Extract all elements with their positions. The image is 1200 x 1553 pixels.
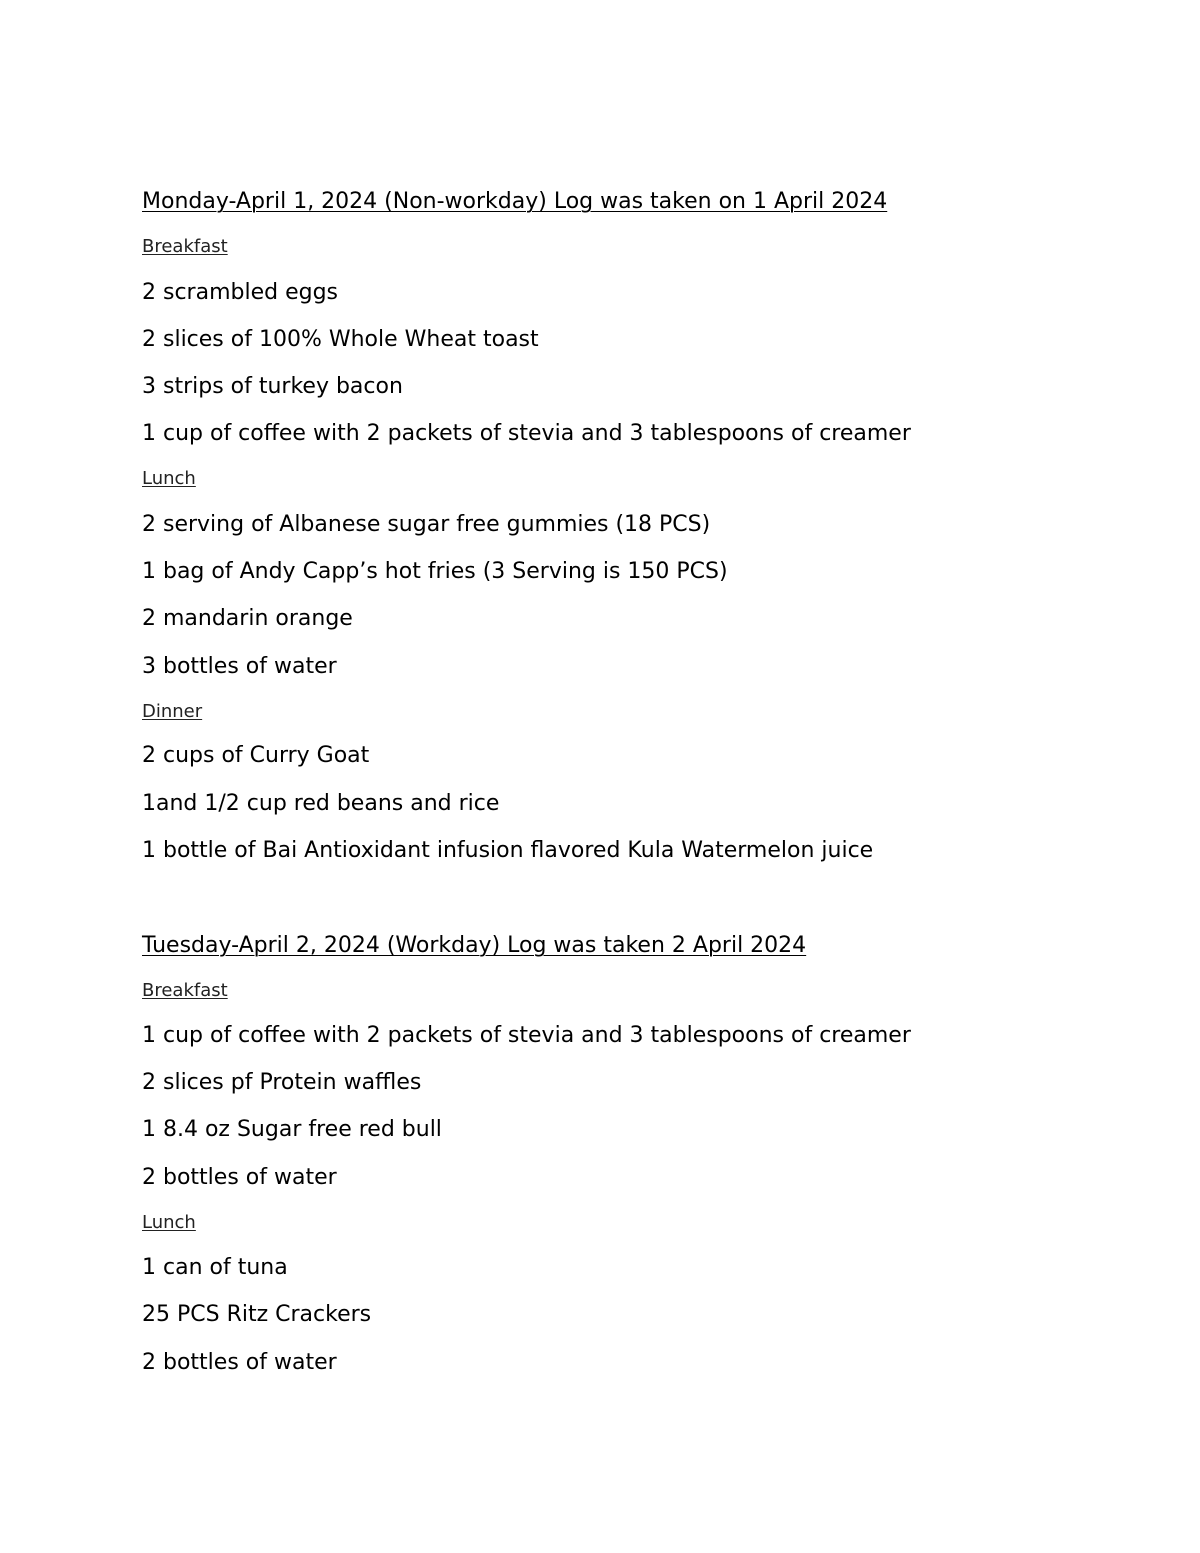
meal-label-breakfast: Breakfast (142, 236, 228, 257)
food-item: 1 bag of Andy Capp’s hot fries (3 Serving is 150 PCS) (142, 559, 728, 584)
food-item: 2 mandarin orange (142, 606, 353, 631)
food-item: 2 slices of 100% Whole Wheat toast (142, 327, 539, 352)
food-item: 25 PCS Ritz Crackers (142, 1302, 372, 1327)
food-item: 1 cup of coffee with 2 packets of stevia and 3 tablespoons of creamer (142, 421, 911, 446)
food-item: 3 bottles of water (142, 654, 337, 679)
food-item: 2 bottles of water (142, 1350, 337, 1375)
food-item: 1 can of tuna (142, 1255, 288, 1280)
food-item: 2 scrambled eggs (142, 280, 339, 305)
meal-label-lunch: Lunch (142, 468, 196, 489)
food-item: 2 cups of Curry Goat (142, 743, 370, 768)
day-heading-monday: Monday-April 1, 2024 (Non-workday) Log was taken on 1 April 2024 (142, 189, 888, 214)
food-item: 1 bottle of Bai Antioxidant infusion flavored Kula Watermelon juice (142, 838, 874, 863)
day-heading-tuesday: Tuesday-April 2, 2024 (Workday) Log was taken 2 April 2024 (142, 933, 807, 958)
food-item: 1and 1/2 cup red beans and rice (142, 791, 500, 816)
food-item: 1 cup of coffee with 2 packets of stevia and 3 tablespoons of creamer (142, 1023, 911, 1048)
meal-label-lunch: Lunch (142, 1212, 196, 1233)
food-item: 3 strips of turkey bacon (142, 374, 403, 399)
food-item: 1 8.4 oz Sugar free red bull (142, 1117, 442, 1142)
food-item: 2 slices pf Protein waffles (142, 1070, 422, 1095)
meal-label-breakfast: Breakfast (142, 980, 228, 1001)
meal-label-dinner: Dinner (142, 701, 203, 722)
food-item: 2 serving of Albanese sugar free gummies (18 PCS) (142, 512, 711, 537)
food-item: 2 bottles of water (142, 1165, 337, 1190)
